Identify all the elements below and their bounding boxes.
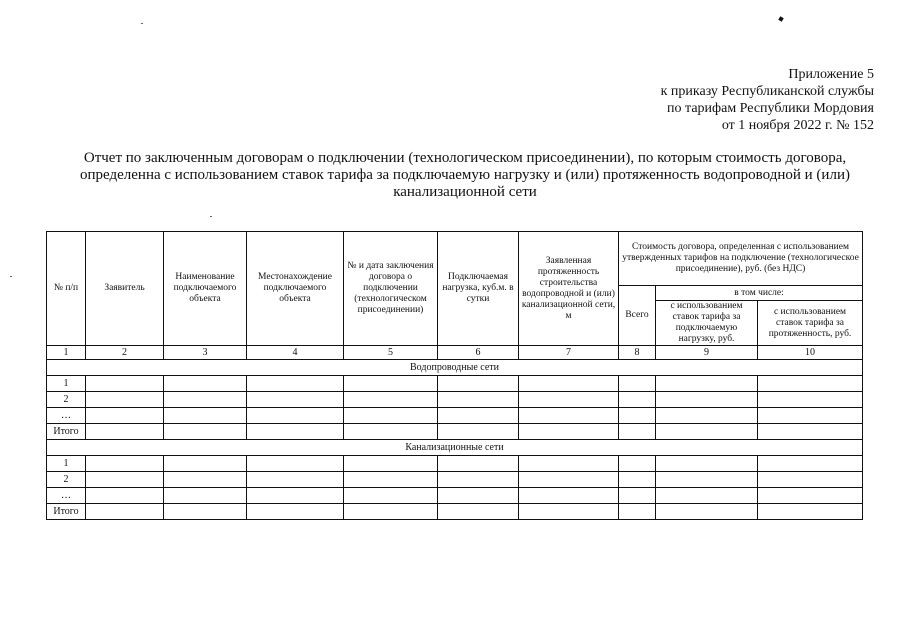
column-number: 1 bbox=[47, 346, 86, 360]
title-line: Отчет по заключенным договорам о подключении (технологическом присоединении), по которым стоимость договора, bbox=[83, 150, 847, 166]
scan-speck bbox=[10, 276, 12, 277]
scan-speck bbox=[210, 216, 212, 217]
row-label: 1 bbox=[47, 456, 86, 472]
column-number: 8 bbox=[619, 346, 656, 360]
appendix-line: от 1 ноября 2022 г. № 152 bbox=[721, 118, 874, 133]
column-number: 4 bbox=[247, 346, 344, 360]
pen-mark bbox=[778, 16, 783, 21]
header-including: в том числе: bbox=[656, 286, 863, 301]
column-number: 5 bbox=[344, 346, 438, 360]
header-num: № п/п bbox=[47, 232, 86, 346]
row-label: 2 bbox=[47, 472, 86, 488]
header-by-load: с использованием ставок тарифа за подключаемую нагрузку, руб. bbox=[656, 301, 758, 346]
row-label: Итого bbox=[47, 424, 86, 440]
appendix-line: к приказу Республиканской службы bbox=[660, 84, 874, 99]
row-label: … bbox=[47, 488, 86, 504]
column-number: 3 bbox=[164, 346, 247, 360]
header-cost-group: Стоимость договора, определенная с использованием утвержденных тарифов на подключение (технологическое присоединение), руб. (без НДС) bbox=[619, 232, 863, 286]
column-number: 9 bbox=[656, 346, 758, 360]
header-contract: № и дата заключения договора о подключении (технологическом присоединении) bbox=[344, 232, 438, 346]
column-number: 7 bbox=[519, 346, 619, 360]
column-number: 6 bbox=[438, 346, 519, 360]
table-row bbox=[47, 408, 863, 424]
column-number: 2 bbox=[86, 346, 164, 360]
appendix-line: по тарифам Республики Мордовия bbox=[667, 101, 874, 116]
row-label: Итого bbox=[47, 504, 86, 520]
section-title-sewer: Канализационные сети bbox=[47, 440, 863, 456]
title-line: канализационной сети bbox=[393, 184, 537, 200]
header-object-location: Местонахождение подключаемого объекта bbox=[247, 232, 344, 346]
table-row-total bbox=[47, 504, 863, 520]
column-number-row bbox=[47, 346, 863, 360]
header-length: Заявленная протяженность строительства водопроводной и (или) канализационной сети, м bbox=[519, 232, 619, 346]
report-table bbox=[46, 231, 863, 520]
table-row bbox=[47, 472, 863, 488]
title-line: определенна с использованием ставок тарифа за подключаемую нагрузку и (или) протяженность водопроводной и (или) bbox=[80, 167, 850, 183]
report-title bbox=[40, 150, 890, 201]
appendix-line: Приложение 5 bbox=[788, 67, 874, 82]
header-by-length: с использованием ставок тарифа за протяженность, руб. bbox=[758, 301, 863, 346]
row-label: … bbox=[47, 408, 86, 424]
header-total: Всего bbox=[619, 286, 656, 346]
table-row bbox=[47, 488, 863, 504]
section-title-water: Водопроводные сети bbox=[47, 360, 863, 376]
column-number: 10 bbox=[758, 346, 863, 360]
table-row bbox=[47, 456, 863, 472]
header-load: Подключаемая нагрузка, куб.м. в сутки bbox=[438, 232, 519, 346]
table-row bbox=[47, 376, 863, 392]
row-label: 1 bbox=[47, 376, 86, 392]
header-object-name: Наименование подключаемого объекта bbox=[164, 232, 247, 346]
header-applicant: Заявитель bbox=[86, 232, 164, 346]
table-row bbox=[47, 392, 863, 408]
row-label: 2 bbox=[47, 392, 86, 408]
table-row-total bbox=[47, 424, 863, 440]
appendix-block bbox=[494, 66, 874, 134]
scan-speck bbox=[141, 23, 143, 24]
